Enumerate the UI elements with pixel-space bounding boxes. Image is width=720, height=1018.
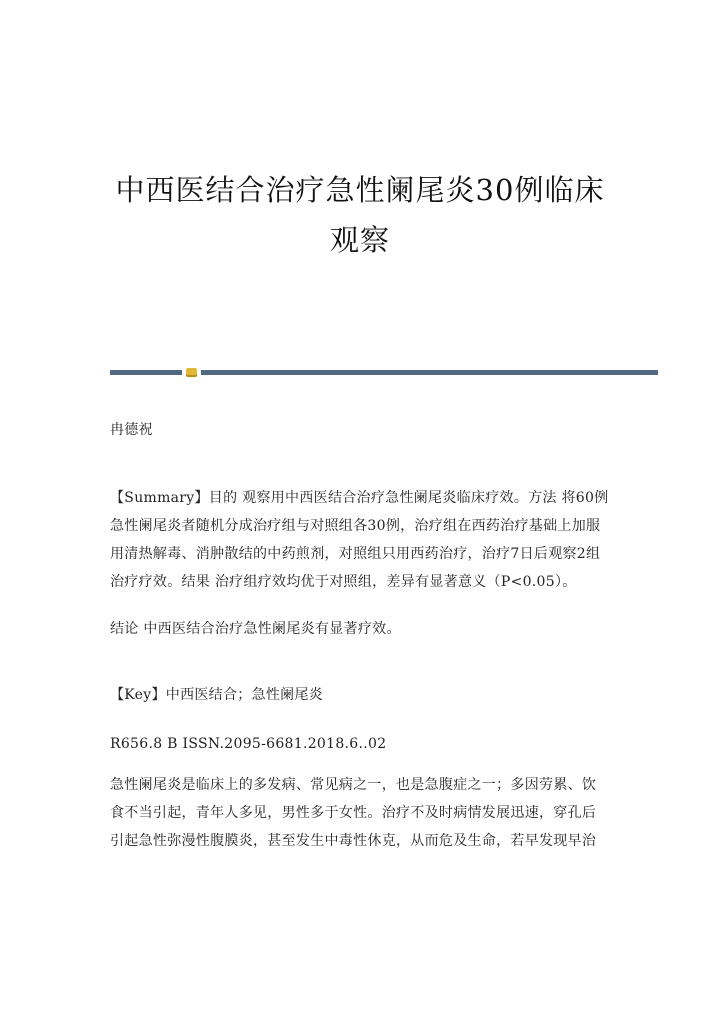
classification-line: R656.8 B ISSN.2095-6681.2018.6..02 bbox=[110, 736, 387, 752]
intro-paragraph: 急性阑尾炎是临床上的多发病、常见病之一，也是急腹症之一；多因劳累、饮食不当引起，青年人多见，男性多于女性。治疗不及时病情发展迅速，穿孔后引起急性弥漫性腹膜炎，甚至发生中毒性休克，从而危及生命，若早发现早治 bbox=[110, 777, 597, 849]
divider-bar-right bbox=[201, 370, 658, 375]
summary-paragraph: 【Summary】目的 观察用中西医结合治疗急性阑尾炎临床疗效。方法 将60例急性阑尾炎者随机分成治疗组与对照组各30例，治疗组在西药治疗基础上加服用清热解毒、消肿散结的中药煎剂，对照组只用西药治疗，治疗7日后观察2组治疗疗效。结果 治疗组疗效均优于对照组，差异有显著意义（P<0.05）。 bbox=[110, 490, 609, 590]
divider-bar-left bbox=[110, 370, 182, 375]
conclusion-paragraph: 结论 中西医结合治疗急性阑尾炎有显著疗效。 bbox=[110, 621, 401, 637]
document-title-line-2: 观察 bbox=[329, 223, 390, 257]
author-name: 冉德祝 bbox=[110, 422, 153, 438]
divider-emblem-icon bbox=[186, 368, 197, 377]
document-title-line-1: 中西医结合治疗急性阑尾炎30例临床 bbox=[115, 173, 605, 207]
title-divider bbox=[110, 368, 658, 376]
keywords-line: 【Key】中西医结合；急性阑尾炎 bbox=[110, 687, 324, 703]
